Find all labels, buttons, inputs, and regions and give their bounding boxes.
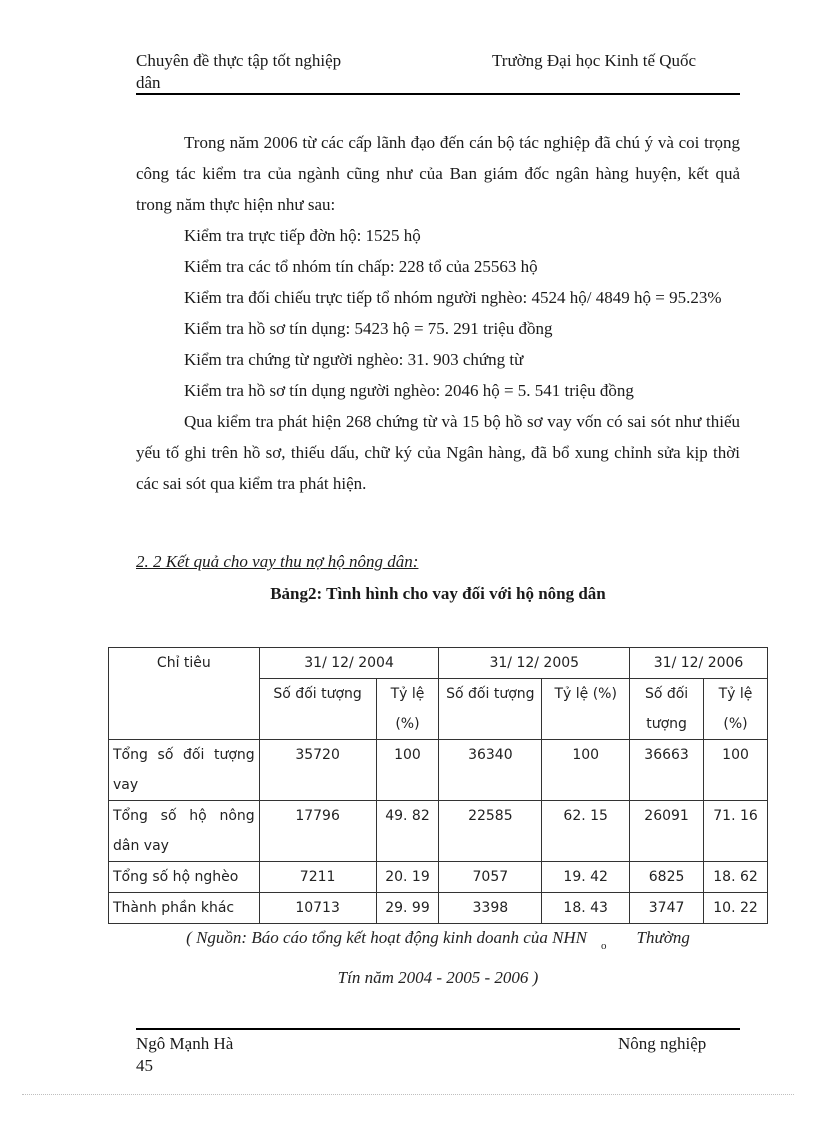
cell-ratio-2005: 100 <box>542 740 630 801</box>
check-item-households: Kiểm tra trực tiếp đờn hộ: 1525 hộ <box>184 226 421 245</box>
cell-count-2004: 10713 <box>259 893 376 924</box>
table-row <box>109 801 768 862</box>
page-number: 45 <box>136 1056 153 1075</box>
header-year-2005: 31/ 12/ 2005 <box>439 648 630 679</box>
footer-author: Ngô Mạnh Hà <box>136 1034 234 1053</box>
row-label: Thành phần khác <box>109 893 260 924</box>
check-item-groups: Kiểm tra các tổ nhóm tín chấp: 228 tổ của 25563 hộ <box>184 257 538 276</box>
subheader-ratio-2006: Tỷ lệ (%) <box>704 679 768 740</box>
header-indicator: Chỉ tiêu <box>109 648 260 740</box>
cell-count-2005: 36340 <box>439 740 542 801</box>
cell-count-2006: 26091 <box>630 801 704 862</box>
cell-ratio-2004: 29. 99 <box>376 893 439 924</box>
source-note-line-2: Tín năm 2004 - 2005 - 2006 ) <box>337 968 539 987</box>
loan-table <box>108 647 768 924</box>
findings-paragraph: Qua kiểm tra phát hiện 268 chứng từ và 15 bộ hồ sơ vay vốn có sai sót như thiếu yếu tố ghi trên hồ sơ, thiếu dấu, chữ ký của Ngân hàng, đã bổ xung chỉnh sửa kịp thời các sai sót qua kiểm tra phát hiện. <box>136 412 740 493</box>
check-item-poor-vouchers: Kiểm tra chứng từ người nghèo: 31. 903 chứng từ <box>184 350 524 369</box>
cell-ratio-2005: 18. 43 <box>542 893 630 924</box>
footer-department: Nông nghiệp <box>618 1034 707 1053</box>
header-report-title: Chuyên đề thực tập tốt nghiệp <box>136 51 342 70</box>
cell-ratio-2006: 10. 22 <box>704 893 768 924</box>
subheader-count-2004: Số đối tượng <box>259 679 376 740</box>
row-label: Tổng số đối tượng vay <box>109 740 260 801</box>
body-section <box>136 127 740 499</box>
header-university: Trường Đại học Kinh tế Quốc <box>492 51 697 70</box>
check-item-credit-files: Kiểm tra hồ sơ tín dụng: 5423 hộ = 75. 291 triệu đồng <box>184 319 553 338</box>
cell-ratio-2005: 19. 42 <box>542 862 630 893</box>
source-note-line-1 <box>136 922 740 962</box>
row-label: Tổng số hộ nghèo <box>109 862 260 893</box>
header-year-2006: 31/ 12/ 2006 <box>630 648 768 679</box>
row-label: Tổng số hộ nông dân vay <box>109 801 260 862</box>
cell-count-2005: 3398 <box>439 893 542 924</box>
source-note-mark: o <box>601 940 607 952</box>
cell-ratio-2004: 100 <box>376 740 439 801</box>
table-source-note <box>136 922 740 994</box>
subheader-ratio-2004: Tỷ lệ (%) <box>376 679 439 740</box>
cell-ratio-2006: 100 <box>704 740 768 801</box>
footer-divider <box>136 1028 740 1030</box>
cell-ratio-2004: 20. 19 <box>376 862 439 893</box>
subheader-count-2006: Số đối tượng <box>630 679 704 740</box>
cell-count-2006: 3747 <box>630 893 704 924</box>
check-item-poor-credit-files: Kiểm tra hồ sơ tín dụng người nghèo: 2046 hộ = 5. 541 triệu đồng <box>184 381 634 400</box>
subheader-count-2005: Số đối tượng <box>439 679 542 740</box>
page-bottom-border <box>22 1094 794 1095</box>
subheader-ratio-2005: Tỷ lệ (%) <box>542 679 630 740</box>
header-university-continued: dân <box>136 73 161 92</box>
cell-count-2004: 7211 <box>259 862 376 893</box>
table-row <box>109 740 768 801</box>
cell-ratio-2006: 71. 16 <box>704 801 768 862</box>
table-row <box>109 862 768 893</box>
table-row <box>109 893 768 924</box>
cell-ratio-2004: 49. 82 <box>376 801 439 862</box>
cell-count-2004: 17796 <box>259 801 376 862</box>
cell-ratio-2006: 18. 62 <box>704 862 768 893</box>
section-heading: 2. 2 Kết quả cho vay thu nợ hộ nông dân: <box>136 552 419 571</box>
cell-count-2006: 6825 <box>630 862 704 893</box>
cell-ratio-2005: 62. 15 <box>542 801 630 862</box>
source-note-text: ( Nguồn: Báo cáo tổng kết hoạt động kinh doanh của NHN <box>186 928 588 947</box>
cell-count-2006: 36663 <box>630 740 704 801</box>
cell-count-2005: 22585 <box>439 801 542 862</box>
header-year-2004: 31/ 12/ 2004 <box>259 648 439 679</box>
cell-count-2004: 35720 <box>259 740 376 801</box>
table-title: Bảng2: Tình hình cho vay đối với hộ nông dân <box>270 584 606 603</box>
header-divider <box>136 93 740 95</box>
table-header-row <box>109 648 768 679</box>
source-note-text-end: Thường <box>636 928 690 947</box>
check-item-poor-groups: Kiểm tra đối chiếu trực tiếp tổ nhóm người nghèo: 4524 hộ/ 4849 hộ = 95.23% <box>184 288 722 307</box>
intro-paragraph: Trong năm 2006 từ các cấp lãnh đạo đến cán bộ tác nghiệp đã chú ý và coi trọng công tác kiểm tra của ngành cũng như của Ban giám đốc ngân hàng huyện, kết quả trong năm thực hiện như sau: <box>136 133 740 214</box>
cell-count-2005: 7057 <box>439 862 542 893</box>
